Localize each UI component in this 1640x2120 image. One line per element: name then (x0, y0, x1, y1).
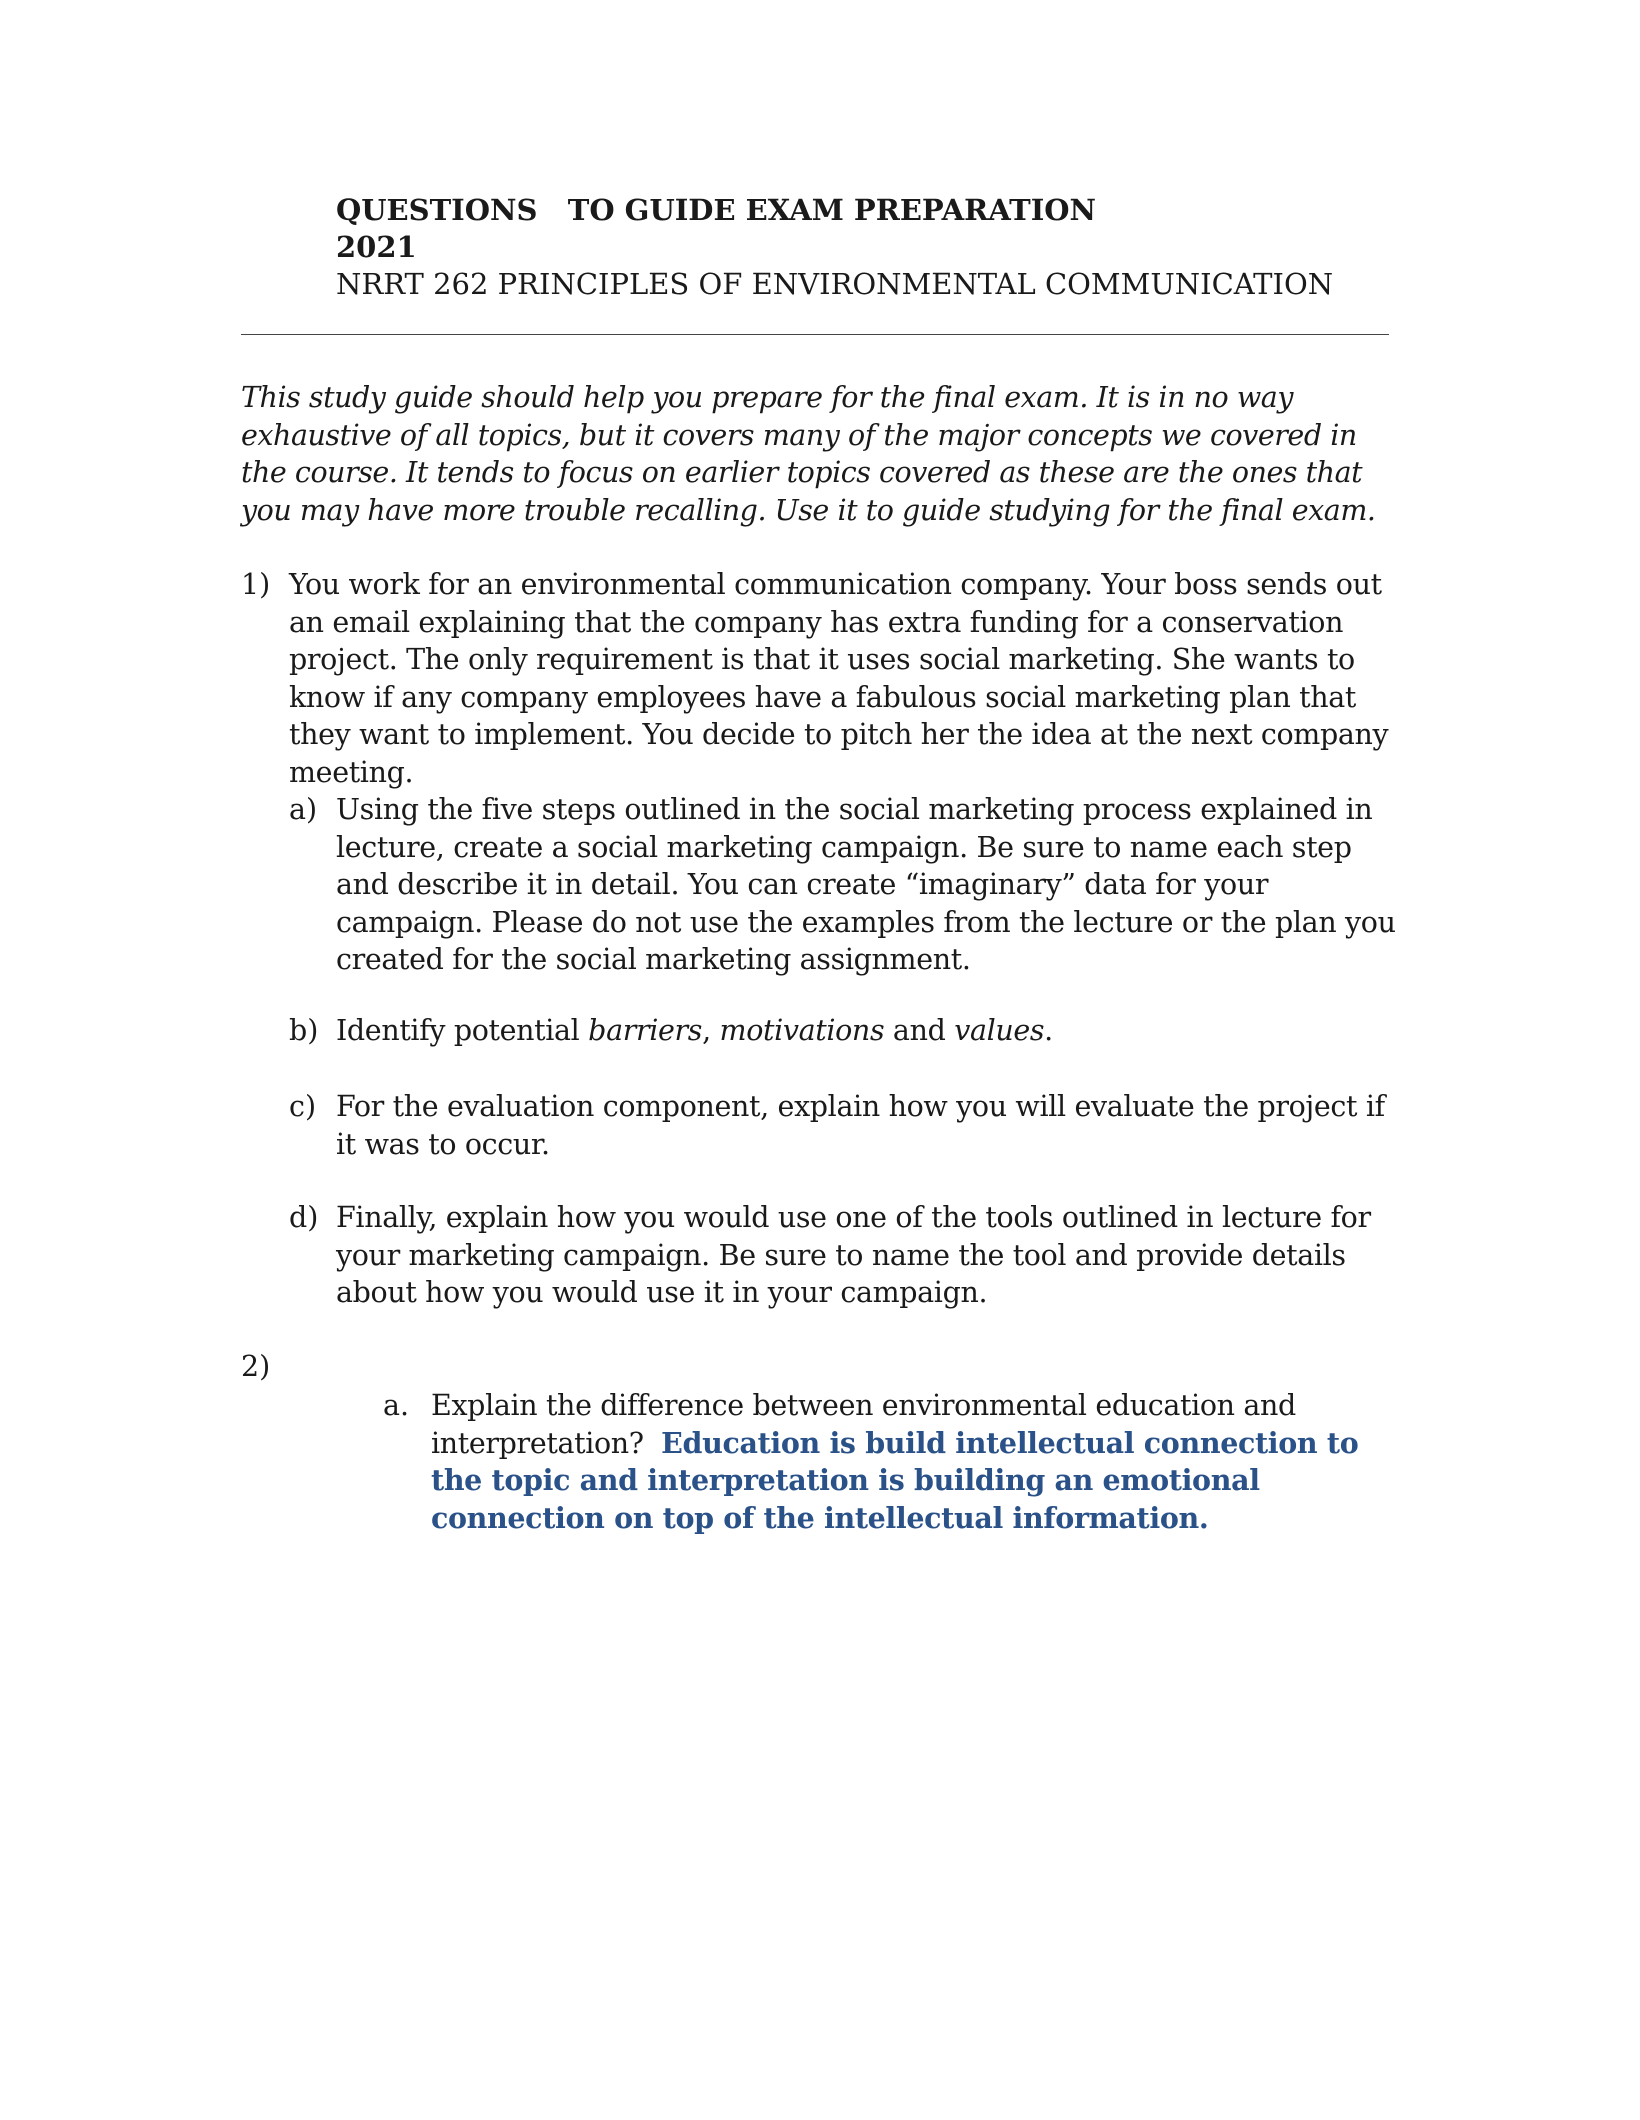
term-values: values (954, 1014, 1045, 1047)
term-barriers: barriers (588, 1014, 703, 1047)
question-1d-text: Finally, explain how you would use one of the tools outlined in lecture for your marketing campaign. Be sure to name the tool and provide details about how you would use it in your campaign. (336, 1201, 1371, 1309)
question-1b-sep2: and (884, 1014, 955, 1047)
question-1b-suffix: . (1044, 1014, 1053, 1047)
question-1b-text (336, 1012, 1396, 1050)
question-2a-text (431, 1387, 1391, 1537)
header-divider (241, 334, 1389, 335)
question-1b-marker: b) (289, 1014, 319, 1047)
question-1b-prefix: Identify potential (336, 1014, 589, 1047)
question-1b-sep1: , (702, 1014, 720, 1047)
term-motivations: motivations (719, 1014, 885, 1047)
question-1d-marker: d) (289, 1201, 319, 1234)
document-header (336, 192, 1436, 303)
question-1c-marker: c) (289, 1090, 317, 1123)
question-2-number: 2) (241, 1350, 271, 1383)
document-title: QUESTIONS TO GUIDE EXAM PREPARATION (336, 193, 1097, 227)
question-1a-marker: a) (289, 793, 318, 826)
intro-paragraph: This study guide should help you prepare for the final exam. It is in no way exhaustive of all topics, but it covers many of the major concepts we covered in the course. It tends to focus on earlier topics covered as these are the ones that you may have more trouble recalling. Use it to guide studying for the final exam. (241, 381, 1376, 527)
question-1-text: You work for an environmental communication company. Your boss sends out an email explaining that the company has extra funding for a conservation project. The only requirement is that it uses social marketing. She wants to know if any company employees have a fabulous social marketing plan that they want to implement. You decide to pitch her the idea at the next company meeting. (289, 568, 1389, 789)
question-1a-text: Using the five steps outlined in the social marketing process explained in lecture, create a social marketing campaign. Be sure to name each step and describe it in detail. You can create “imaginary” data for your campaign. Please do not use the examples from the lecture or the plan you created for the social marketing assignment. (336, 793, 1396, 976)
question-1c-text: For the evaluation component, explain how you will evaluate the project if it was to occur. (336, 1090, 1385, 1161)
question-2a-answer: Education is build intellectual connection to the topic and interpretation is building an emotional connection on top of the intellectual information. (431, 1425, 1359, 1535)
question-1-number: 1) (241, 568, 271, 601)
question-2a-question: Explain the difference between environmental education and interpretation? (431, 1389, 1305, 1460)
course-name: NRRT 262 PRINCIPLES OF ENVIRONMENTAL COMMUNICATION (336, 267, 1334, 301)
document-year: 2021 (336, 230, 417, 264)
question-2a-marker: a. (383, 1389, 410, 1422)
